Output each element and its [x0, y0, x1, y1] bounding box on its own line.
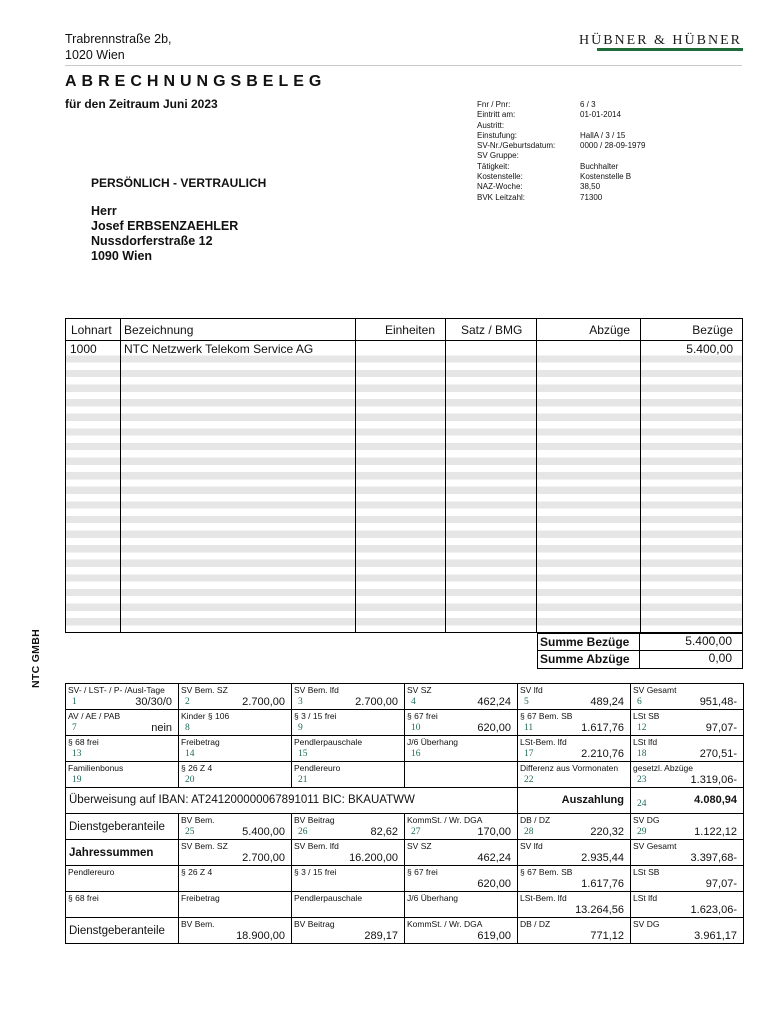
breakdown-cell: [405, 918, 518, 944]
cell-value: 3.961,17: [694, 930, 737, 942]
breakdown-cell: [518, 892, 631, 918]
breakdown-cell: [405, 762, 518, 788]
breakdown-cell: [631, 762, 744, 788]
info-label: Austritt:: [477, 120, 505, 130]
cell-number: 12: [637, 723, 647, 733]
breakdown-cell: [518, 710, 631, 736]
row-bezeichnung: NTC Netzwerk Telekom Service AG: [124, 342, 314, 356]
cell-label: SV lfd: [520, 685, 543, 695]
wage-items-table: [65, 318, 743, 633]
cell-number: 7: [72, 723, 77, 733]
sidebar-company-name: NTC GMBH: [30, 629, 42, 688]
cell-label: SV DG: [633, 919, 660, 929]
cell-label: BV Bem.: [181, 919, 215, 929]
cell-number: 6: [637, 697, 642, 707]
cell-label: Pendlerpauschale: [294, 893, 363, 903]
cell-label: § 26 Z 4: [181, 763, 213, 773]
cell-number: 14: [185, 749, 195, 759]
cell-value: 1.617,76: [581, 722, 624, 734]
info-label: SV-Nr./Geburtsdatum:: [477, 141, 556, 151]
cell-number: 21: [298, 775, 308, 785]
cell-number: 19: [72, 775, 82, 785]
breakdown-grid: [65, 683, 744, 944]
info-row: [477, 110, 645, 120]
breakdown-row: [66, 866, 744, 892]
breakdown-row: [66, 710, 744, 736]
column-divider: [120, 319, 121, 632]
info-label: NAZ-Woche:: [477, 182, 523, 192]
payout-label-cell: [518, 788, 631, 814]
cell-label: BV Beitrag: [294, 919, 335, 929]
cell-number: 13: [72, 749, 82, 759]
cell-number: 22: [524, 775, 534, 785]
cell-value: 5.400,00: [242, 826, 285, 838]
breakdown-cell: [66, 684, 179, 710]
info-label: Einstufung:: [477, 130, 518, 140]
cell-label: § 3 / 15 frei: [294, 711, 337, 721]
breakdown-cell: [405, 866, 518, 892]
cell-label: § 3 / 15 frei: [294, 867, 337, 877]
breakdown-cell: [631, 840, 744, 866]
cell-label: Familienbonus: [68, 763, 124, 773]
cell-label: § 68 frei: [68, 893, 99, 903]
cell-label: Kinder § 106: [181, 711, 230, 721]
logo-underline: [597, 48, 743, 51]
transfer-text: Überweisung auf IBAN: AT241200000067891011 BIC: BKAUATWW: [69, 794, 415, 806]
breakdown-row: [66, 892, 744, 918]
cell-label: SV Bem. SZ: [181, 685, 228, 695]
breakdown-cell: [179, 736, 292, 762]
recipient-name: Josef ERBSENZAEHLER: [91, 219, 239, 233]
breakdown-cell: [518, 866, 631, 892]
cell-value: 18.900,00: [236, 930, 285, 942]
breakdown-cell: [179, 866, 292, 892]
cell-value: 951,48-: [699, 696, 737, 708]
sum-abzuege-value: 0,00: [708, 651, 732, 665]
cell-number: 3: [298, 697, 303, 707]
sum-bezuege-value: 5.400,00: [685, 634, 732, 648]
cell-label: § 26 Z 4: [181, 867, 213, 877]
breakdown-cell: [631, 892, 744, 918]
cell-label: Pendlereuro: [68, 867, 115, 877]
cell-number: 28: [524, 827, 534, 837]
info-value: Kostenstelle B: [580, 172, 632, 182]
cell-label: J/6 Überhang: [407, 893, 459, 903]
payout-number: 24: [637, 799, 647, 809]
cell-number: 18: [637, 749, 647, 759]
recipient-address: [91, 204, 238, 264]
cell-number: 11: [524, 723, 534, 733]
breakdown-row: [66, 918, 744, 944]
cell-label: Pendlereuro: [294, 763, 341, 773]
cell-number: 29: [637, 827, 647, 837]
cell-label: § 67 frei: [407, 867, 438, 877]
col-header-einheiten: Einheiten: [384, 323, 435, 337]
cell-value: 619,00: [477, 930, 511, 942]
row-bezuege: 5.400,00: [686, 342, 733, 356]
cell-value: 170,00: [477, 826, 511, 838]
cell-value: 2.210,76: [581, 748, 624, 760]
cell-label: SV SZ: [407, 685, 432, 695]
breakdown-cell: [631, 736, 744, 762]
breakdown-row: [66, 762, 744, 788]
info-label: SV Gruppe:: [477, 151, 519, 161]
cell-label: Freibetrag: [181, 893, 220, 903]
breakdown-row: [66, 736, 744, 762]
column-divider: [445, 319, 446, 632]
breakdown-cell: [631, 814, 744, 840]
info-value: [580, 121, 645, 131]
cell-label: SV Bem. lfd: [294, 685, 339, 695]
company-address: [65, 31, 172, 63]
sum-bezuege-box: [537, 633, 743, 651]
document-period: für den Zeitraum Juni 2023: [65, 97, 218, 111]
cell-number: 16: [411, 749, 421, 759]
info-value: 38,50: [580, 182, 601, 192]
sum-abzuege-box: [537, 650, 743, 669]
cell-label: BV Bem.: [181, 815, 215, 825]
breakdown-cell: [631, 710, 744, 736]
info-row: [477, 182, 645, 192]
breakdown-cell: [405, 814, 518, 840]
col-header-abzuege: Abzüge: [589, 323, 630, 337]
cell-number: 26: [298, 827, 308, 837]
column-divider: [536, 319, 537, 632]
info-value: [580, 151, 645, 161]
breakdown-cell: [66, 710, 179, 736]
cell-label: KommSt. / Wr. DGA: [407, 815, 483, 825]
breakdown-cell: [179, 918, 292, 944]
cell-label: Freibetrag: [181, 737, 220, 747]
info-row: [477, 172, 645, 182]
cell-label: Pendlerpauschale: [294, 737, 363, 747]
breakdown-cell: [179, 892, 292, 918]
cell-label: DB / DZ: [520, 919, 551, 929]
cell-label: gesetzl. Abzüge: [633, 763, 694, 773]
info-row: [477, 151, 645, 161]
payout-value-cell: [631, 788, 744, 814]
company-logo: HÜBNER & HÜBNER: [578, 33, 742, 48]
cell-value: 2.700,00: [242, 696, 285, 708]
info-row: [477, 141, 645, 151]
company-street: Trabrennstraße 2b,: [65, 32, 172, 46]
row-title: Jahressummen: [69, 847, 154, 859]
info-label: Eintritt am:: [477, 110, 516, 120]
cell-value: 1.319,06-: [690, 774, 737, 786]
breakdown-cell: [292, 684, 405, 710]
info-row: [477, 131, 645, 141]
transfer-row: [66, 788, 744, 814]
cell-label: SV Bem. lfd: [294, 841, 339, 851]
breakdown-cell: [66, 892, 179, 918]
cell-value: 289,17: [364, 930, 398, 942]
breakdown-cell: [405, 736, 518, 762]
row-title-cell: [66, 918, 179, 944]
row-title: Dienstgeberanteile: [69, 821, 165, 833]
cell-label: § 67 frei: [407, 711, 438, 721]
breakdown-cell: [179, 840, 292, 866]
cell-number: 9: [298, 723, 303, 733]
breakdown-cell: [405, 684, 518, 710]
cell-number: 2: [185, 697, 190, 707]
breakdown-row: [66, 684, 744, 710]
cell-value: 620,00: [477, 878, 511, 890]
cell-value: 97,07-: [705, 878, 737, 890]
cell-number: 5: [524, 697, 529, 707]
breakdown-cell: [292, 762, 405, 788]
breakdown-cell: [405, 840, 518, 866]
cell-label: J/6 Überhang: [407, 737, 459, 747]
breakdown-cell: [631, 684, 744, 710]
cell-value: 220,32: [590, 826, 624, 838]
info-row: [477, 162, 645, 172]
payout-value: 4.080,94: [694, 794, 737, 806]
cell-label: LSt lfd: [633, 737, 658, 747]
breakdown-cell: [292, 840, 405, 866]
breakdown-cell: [66, 762, 179, 788]
row-title-cell: [66, 840, 179, 866]
cell-number: 1: [72, 697, 77, 707]
cell-value: nein: [151, 722, 172, 734]
payout-label: Auszahlung: [561, 794, 624, 806]
breakdown-cell: [179, 814, 292, 840]
cell-number: 4: [411, 697, 416, 707]
cell-label: SV DG: [633, 815, 660, 825]
cell-number: 8: [185, 723, 190, 733]
confidential-note: PERSÖNLICH - VERTRAULICH: [91, 176, 267, 190]
cell-number: 25: [185, 827, 195, 837]
company-city: 1020 Wien: [65, 48, 125, 62]
info-value: 71300: [580, 192, 603, 202]
cell-label: LSt SB: [633, 711, 660, 721]
info-label: BVK Leitzahl:: [477, 192, 526, 202]
cell-value: 2.700,00: [355, 696, 398, 708]
cell-number: 27: [411, 827, 421, 837]
cell-value: 1.623,06-: [690, 904, 737, 916]
cell-value: 16.200,00: [349, 852, 398, 864]
breakdown-cell: [518, 918, 631, 944]
cell-number: 20: [185, 775, 195, 785]
info-row: [477, 121, 645, 131]
cell-number: 15: [298, 749, 308, 759]
column-divider: [355, 319, 356, 632]
cell-value: 620,00: [477, 722, 511, 734]
cell-value: 771,12: [590, 930, 624, 942]
cell-label: Differenz aus Vormonaten: [520, 763, 619, 773]
col-header-satz: Satz / BMG: [461, 323, 523, 337]
breakdown-cell: [292, 710, 405, 736]
sum-abzuege-label: Summe Abzüge: [540, 652, 630, 666]
breakdown-cell: [631, 866, 744, 892]
breakdown-cell: [405, 892, 518, 918]
column-divider: [640, 319, 641, 632]
recipient-city: 1090 Wien: [91, 249, 153, 263]
breakdown-cell: [292, 918, 405, 944]
cell-label: LSt-Bem. lfd: [520, 737, 567, 747]
row-lohnart: 1000: [70, 342, 97, 356]
breakdown-cell: [292, 866, 405, 892]
info-label: Tätigkeit:: [477, 161, 510, 171]
cell-value: 270,51-: [699, 748, 737, 760]
breakdown-row: [66, 840, 744, 866]
transfer-cell: [66, 788, 518, 814]
cell-label: DB / DZ: [520, 815, 551, 825]
info-label: Kostenstelle:: [477, 172, 523, 182]
cell-label: § 67 Bem. SB: [520, 867, 573, 877]
breakdown-cell: [292, 892, 405, 918]
cell-label: SV Gesamt: [633, 841, 677, 851]
info-row: [477, 193, 645, 203]
breakdown-cell: [292, 814, 405, 840]
cell-value: 2.935,44: [581, 852, 624, 864]
cell-label: SV Bem. SZ: [181, 841, 228, 851]
col-header-lohnart: Lohnart: [71, 323, 112, 337]
breakdown-cell: [179, 710, 292, 736]
info-value: 6 / 3: [580, 100, 596, 109]
cell-label: SV lfd: [520, 841, 543, 851]
sum-divider: [639, 634, 640, 650]
document-title: ABRECHNUNGSBELEG: [65, 73, 327, 90]
cell-value: 2.700,00: [242, 852, 285, 864]
info-value: HallA / 3 / 15: [580, 130, 626, 140]
row-title: Dienstgeberanteile: [69, 925, 165, 937]
sum-divider: [639, 651, 640, 668]
recipient-salutation: Herr: [91, 204, 117, 218]
cell-number: 17: [524, 749, 534, 759]
col-header-bezeichnung: Bezeichnung: [124, 323, 194, 337]
cell-value: 1.617,76: [581, 878, 624, 890]
recipient-street: Nussdorferstraße 12: [91, 234, 213, 248]
col-header-bezuege: Bezüge: [692, 323, 733, 337]
cell-label: LSt-Bem. lfd: [520, 893, 567, 903]
breakdown-cell: [518, 814, 631, 840]
breakdown-cell: [292, 736, 405, 762]
cell-value: 1.122,12: [694, 826, 737, 838]
breakdown-cell: [518, 840, 631, 866]
breakdown-cell: [179, 684, 292, 710]
breakdown-cell: [66, 866, 179, 892]
info-value: 01-01-2014: [580, 110, 621, 120]
cell-label: SV- / LST- / P- /Ausl-Tage: [68, 685, 165, 695]
cell-number: 10: [411, 723, 421, 733]
breakdown-cell: [518, 684, 631, 710]
info-value: Buchhalter: [580, 161, 619, 171]
breakdown-cell: [66, 736, 179, 762]
breakdown-cell: [405, 710, 518, 736]
cell-value: 82,62: [370, 826, 398, 838]
cell-value: 97,07-: [705, 722, 737, 734]
cell-label: BV Beitrag: [294, 815, 335, 825]
cell-value: 13.264,56: [575, 904, 624, 916]
sum-bezuege-label: Summe Bezüge: [540, 635, 630, 649]
cell-label: § 67 Bem. SB: [520, 711, 573, 721]
cell-label: SV SZ: [407, 841, 432, 851]
cell-value: 462,24: [477, 852, 511, 864]
info-row: [477, 100, 645, 110]
breakdown-cell: [631, 918, 744, 944]
cell-label: SV Gesamt: [633, 685, 677, 695]
breakdown-row: [66, 814, 744, 840]
breakdown-cell: [179, 762, 292, 788]
header-divider: [65, 65, 742, 66]
cell-label: LSt lfd: [633, 893, 658, 903]
cell-number: 23: [637, 775, 647, 785]
cell-label: KommSt. / Wr. DGA: [407, 919, 483, 929]
breakdown-cell: [518, 762, 631, 788]
cell-label: LSt SB: [633, 867, 660, 877]
cell-value: 462,24: [477, 696, 511, 708]
cell-label: AV / AE / PAB: [68, 711, 121, 721]
row-title-cell: [66, 814, 179, 840]
employee-info: [477, 100, 645, 203]
breakdown-cell: [518, 736, 631, 762]
cell-value: 3.397,68-: [690, 852, 737, 864]
info-label: Fnr / Pnr:: [477, 100, 511, 109]
cell-label: § 68 frei: [68, 737, 99, 747]
info-value: 0000 / 28-09-1979: [580, 141, 646, 151]
cell-value: 489,24: [590, 696, 624, 708]
cell-value: 30/30/0: [135, 696, 172, 708]
